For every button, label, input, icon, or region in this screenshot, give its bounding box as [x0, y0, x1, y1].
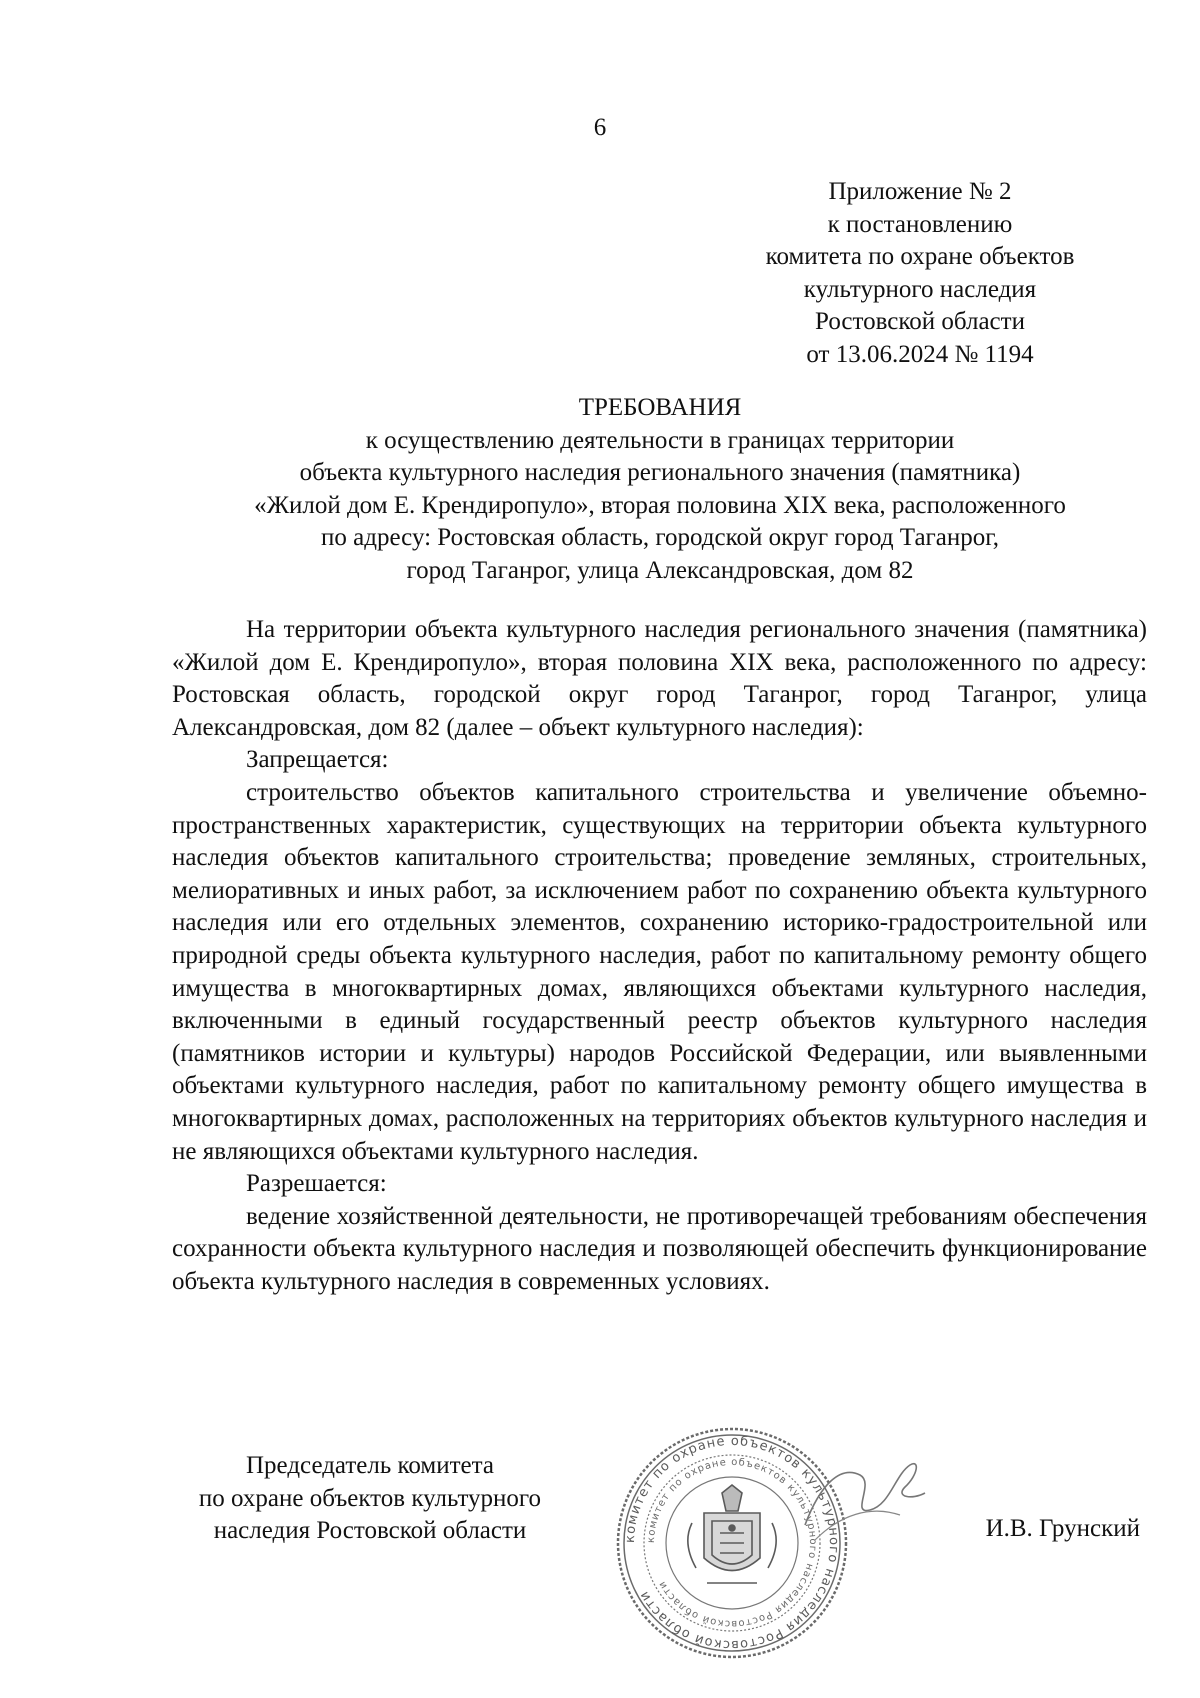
appendix-header — [745, 176, 1095, 371]
title-line: город Таганрог, улица Александровская, дом 82 — [406, 556, 914, 584]
appendix-line: к постановлению — [827, 210, 1013, 238]
seal-text: комитет по охране объектов культурного наследия Ростовской области — [622, 1433, 842, 1653]
prohibited-label: Запрещается: — [246, 746, 389, 774]
appendix-line: культурного наследия — [803, 275, 1037, 303]
position-line: по охране объектов культурного — [198, 1484, 542, 1512]
appendix-line: Приложение № 2 — [828, 178, 1012, 205]
allowed-label: Разрешается: — [246, 1170, 387, 1198]
title-line: объекта культурного наследия регионального значения (памятника) — [299, 459, 1021, 486]
intro-paragraph: На территории объекта культурного наследия регионального значения (памятника) «Жилой дом Е. Крендиропуло», вторая половина XIX века, расположенного по адресу: Ростовская область, городской округ город Таганрог, город Таганрог, улица Александровская, дом 82 (далее – объект культурного наследия): — [172, 616, 1147, 741]
appendix-line: Ростовской области — [815, 308, 1025, 335]
coat-of-arms-icon — [688, 1485, 776, 1583]
position-line: наследия Ростовской области — [213, 1517, 527, 1544]
title-heading: ТРЕБОВАНИЯ — [578, 394, 742, 421]
document-title — [160, 392, 1160, 587]
title-line: «Жилой дом Е. Крендиропуло», вторая половина XIX века, расположенного — [254, 491, 1066, 519]
title-line: по адресу: Ростовская область, городской округ город Таганрог, — [321, 524, 999, 551]
page-number: 6 — [593, 114, 607, 141]
signer-name: И.В. Грунский — [985, 1515, 1140, 1542]
appendix-line: комитета по охране объектов — [765, 243, 1075, 270]
position-line: Председатель комитета — [246, 1452, 494, 1479]
signature-position — [160, 1450, 580, 1548]
appendix-line: от 13.06.2024 № 1194 — [806, 340, 1034, 368]
prohibited-paragraph: строительство объектов капитального строительства и увеличение объемно-пространственных характеристик, существующих на территории объекта культурного наследия объектов капитального строительства; проведение земляных, строительных, мелиоративных и иных работ, за исключением работ по сохранению объекта культурного наследия или его отдельных элементов, сохранению историко-градостроительной или природной среды объекта культурного наследия, работ по капитальному ремонту общего имущества в многоквартирных домах, являющихся объектами культурного наследия, включенными в единый государственный реестр объектов культурного наследия (памятников истории и культуры) народов Российской Федерации, или выявленными объектами культурного наследия, работ по капитальному ремонту общего имущества в многоквартирных домах, расположенных на территориях объектов культурного наследия и не являющихся объектами культурного наследия. — [172, 778, 1147, 1165]
seal-inner-text: комитет по охране объектов культурного наследия Ростовской области — [645, 1456, 819, 1630]
allowed-paragraph: ведение хозяйственной деятельности, не противоречащей требованиям обеспечения сохранности объекта культурного наследия и позволяющей обеспечить функционирование объекта культурного наследия в современных условиях. — [172, 1202, 1147, 1295]
title-line: к осуществлению деятельности в границах территории — [365, 426, 955, 454]
document-body — [172, 614, 1147, 1298]
handwritten-signature — [800, 1445, 930, 1555]
